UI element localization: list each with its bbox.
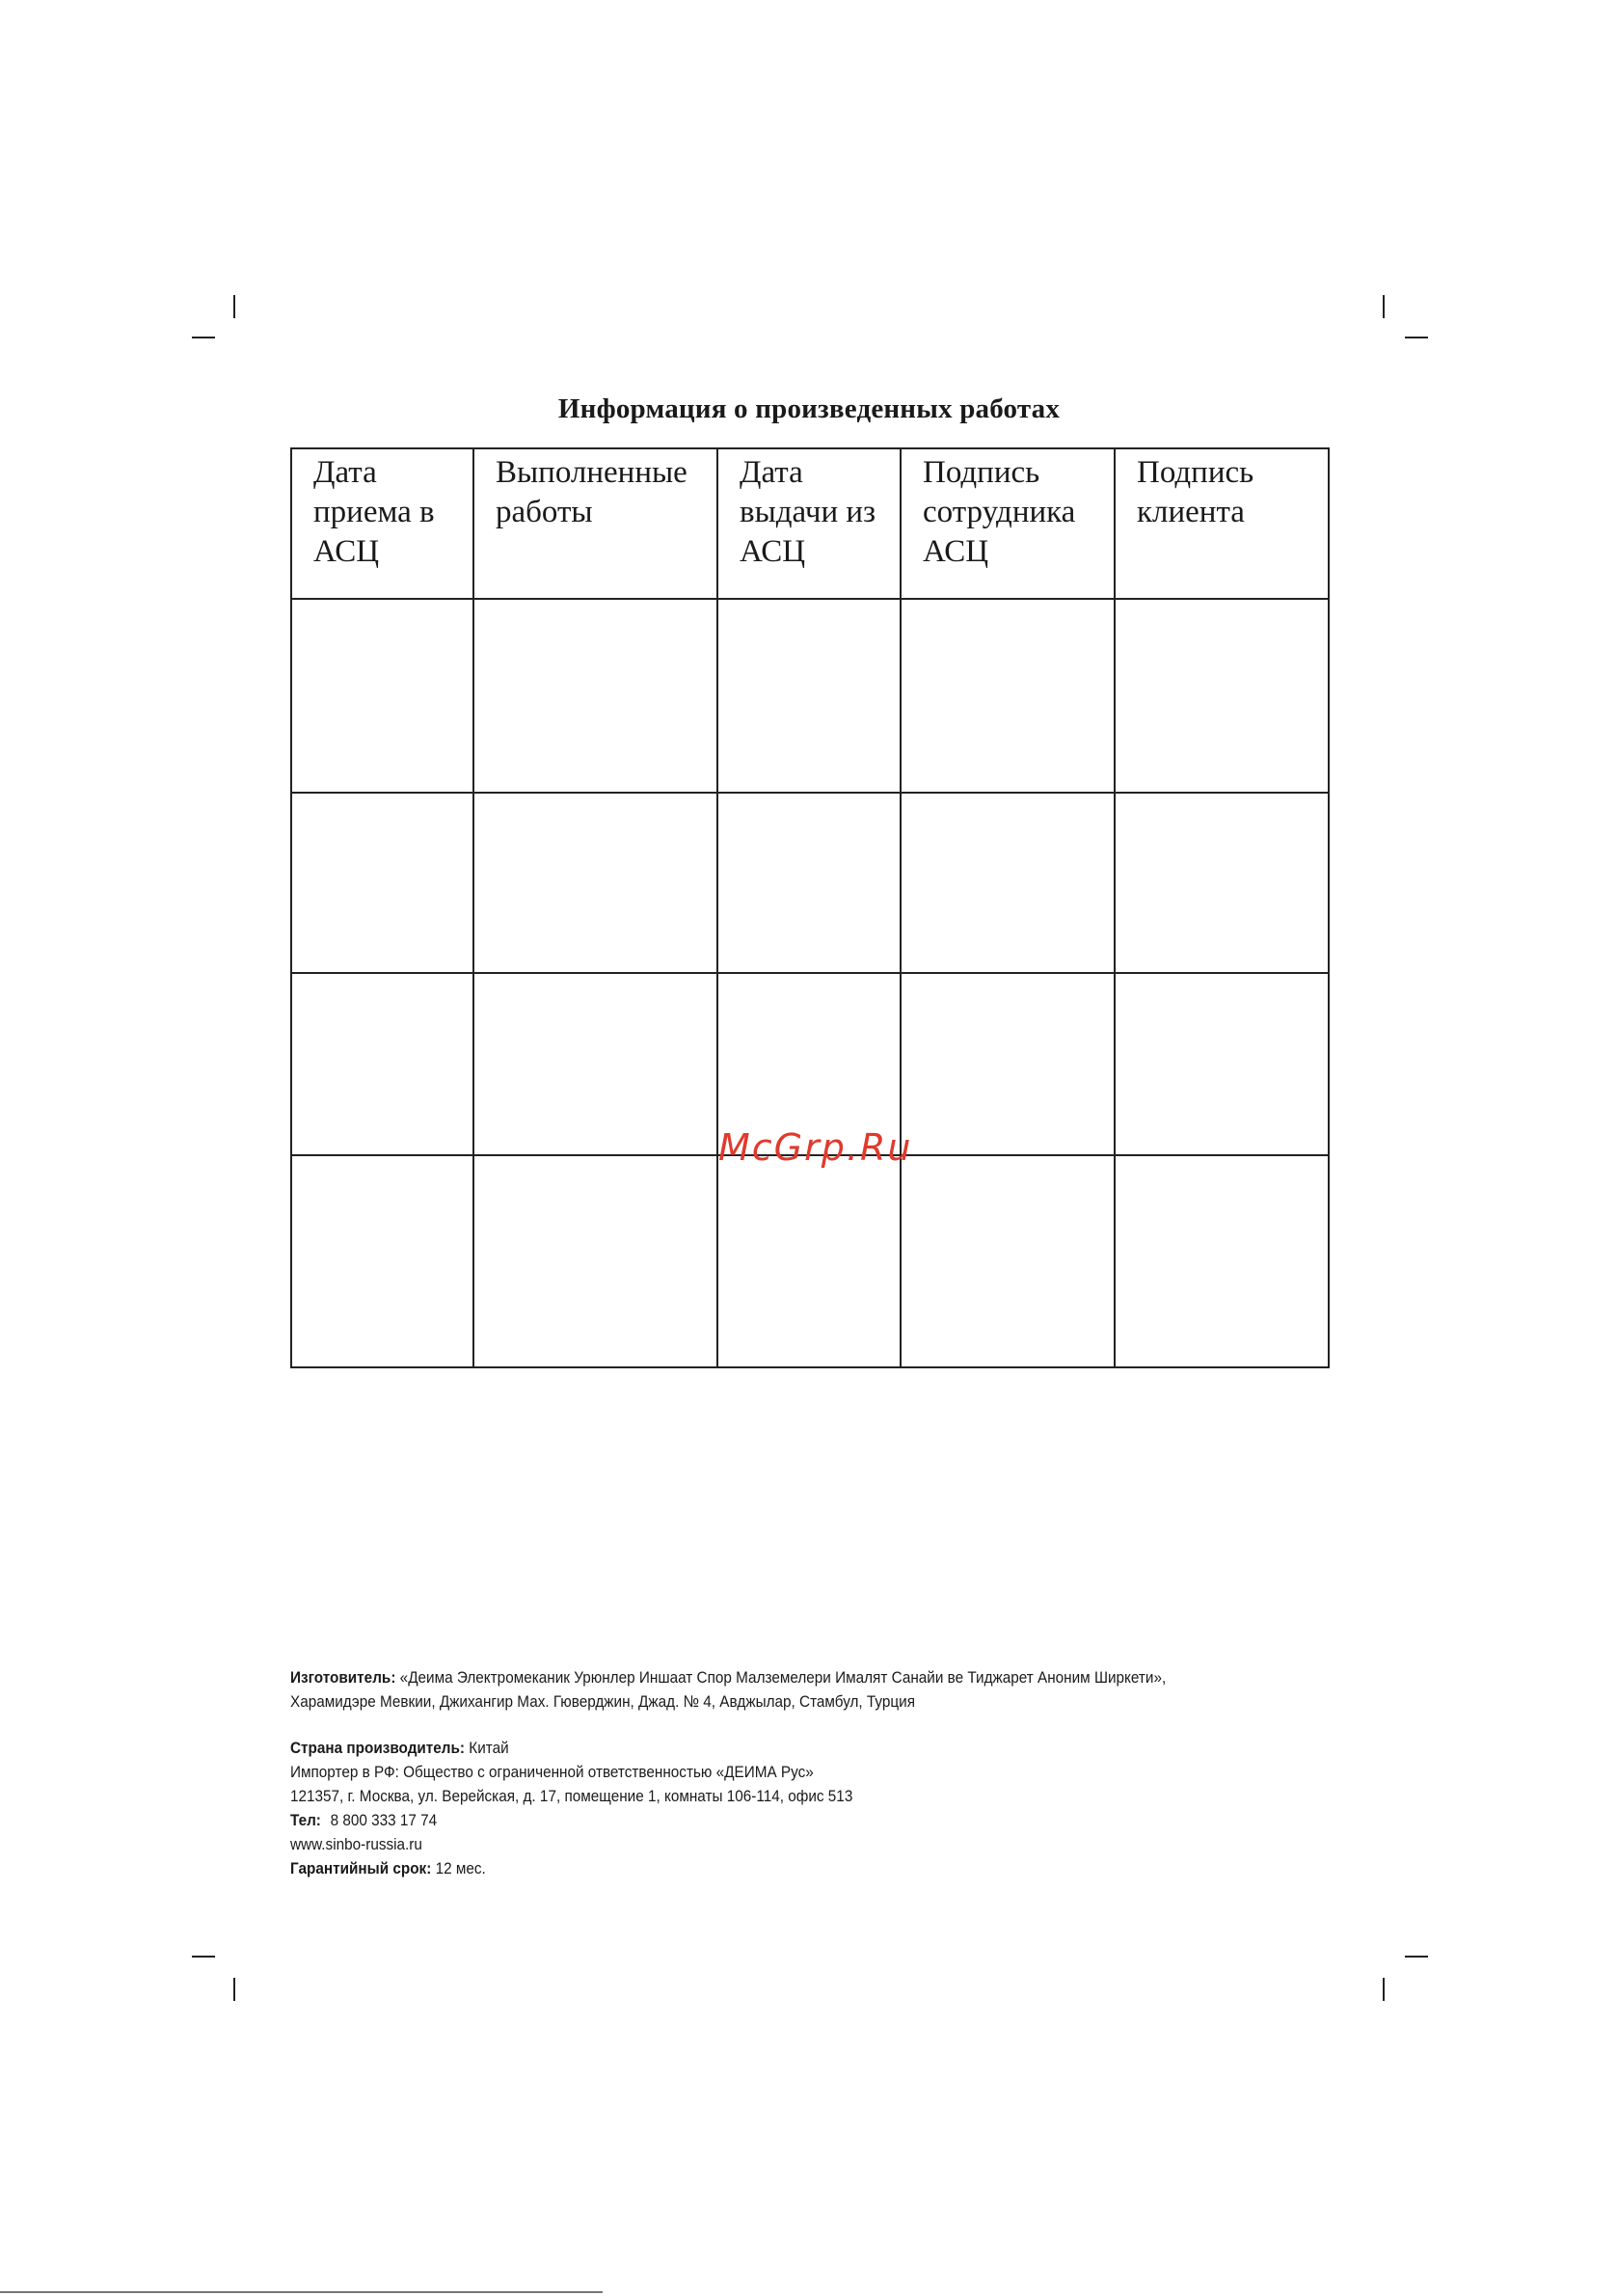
table-cell[interactable] <box>473 793 717 973</box>
country-label: Страна производитель: <box>290 1739 466 1757</box>
table-cell[interactable] <box>291 599 473 793</box>
country-line <box>290 1736 1227 1760</box>
header-client-signature: Подпись клиента <box>1115 448 1329 599</box>
table-cell[interactable] <box>291 1155 473 1367</box>
crop-mark-bottom-left-vertical <box>233 1978 235 2001</box>
table-cell[interactable] <box>901 1155 1115 1367</box>
phone-label: Тел: <box>290 1811 321 1829</box>
header-date-issued: Дата выдачи из АСЦ <box>717 448 901 599</box>
crop-mark-bottom-right-vertical <box>1383 1978 1385 2001</box>
crop-mark-bottom-right-horizontal <box>1405 1956 1428 1958</box>
work-log-table <box>290 447 1330 1368</box>
table-cell[interactable] <box>1115 1155 1329 1367</box>
crop-mark-top-right-vertical <box>1383 295 1385 318</box>
table-cell[interactable] <box>1115 599 1329 793</box>
manufacturer-text: «Деима Электромеканик Урюнлер Иншаат Спор Малземелери Ималят Санайи ве Тиджарет Аноним Ширкети», Харамидэре Мевкии, Джихангир Мах. Гюверджин, Джад. № 4, Авджылар, Стамбул, Турция <box>290 1668 1167 1711</box>
warranty-line <box>290 1856 1227 1880</box>
crop-mark-bottom-left-horizontal <box>192 1956 215 1958</box>
table-cell[interactable] <box>717 599 901 793</box>
table-cell[interactable] <box>1115 793 1329 973</box>
website-link[interactable]: www.sinbo-russia.ru <box>290 1835 422 1853</box>
table-cell[interactable] <box>291 793 473 973</box>
table-cell[interactable] <box>717 1155 901 1367</box>
crop-mark-top-left-vertical <box>233 295 235 318</box>
manufacturer-label: Изготовитель: <box>290 1668 396 1687</box>
crop-mark-top-right-horizontal <box>1405 337 1428 338</box>
table-row <box>291 793 1329 973</box>
table-row <box>291 1155 1329 1367</box>
crop-mark-top-left-horizontal <box>192 337 215 338</box>
phone-line <box>290 1808 1227 1832</box>
table-cell[interactable] <box>901 973 1115 1155</box>
importer-line: Импортер в РФ: Общество с ограниченной ответственностью «ДЕИМА Рус» <box>290 1763 814 1781</box>
manufacturer-info <box>290 1665 1227 1880</box>
table-cell[interactable] <box>473 973 717 1155</box>
table-row <box>291 599 1329 793</box>
watermark: McGrp.Ru <box>718 1126 913 1169</box>
phone-value: 8 800 333 17 74 <box>330 1811 438 1829</box>
warranty-value: 12 мес. <box>435 1859 486 1877</box>
address-line: 121357, г. Москва, ул. Верейская, д. 17, помещение 1, комнаты 106-114, офис 513 <box>290 1787 853 1805</box>
header-employee-signature: Подпись сотрудника АСЦ <box>901 448 1115 599</box>
document-title: Информация о произведенных работах <box>557 393 1061 424</box>
table-cell[interactable] <box>473 1155 717 1367</box>
header-work-performed: Выполненные работы <box>473 448 717 599</box>
table-cell[interactable] <box>291 973 473 1155</box>
manufacturer-line <box>290 1665 1227 1714</box>
header-date-received: Дата приема в АСЦ <box>291 448 473 599</box>
table-cell[interactable] <box>901 793 1115 973</box>
table-cell[interactable] <box>717 793 901 973</box>
table-cell[interactable] <box>473 599 717 793</box>
table-cell[interactable] <box>901 599 1115 793</box>
table-cell[interactable] <box>1115 973 1329 1155</box>
table-header-row <box>291 448 1329 599</box>
bottom-divider <box>0 2291 603 2293</box>
warranty-label: Гарантийный срок: <box>290 1859 432 1877</box>
country-value: Китай <box>469 1739 509 1757</box>
